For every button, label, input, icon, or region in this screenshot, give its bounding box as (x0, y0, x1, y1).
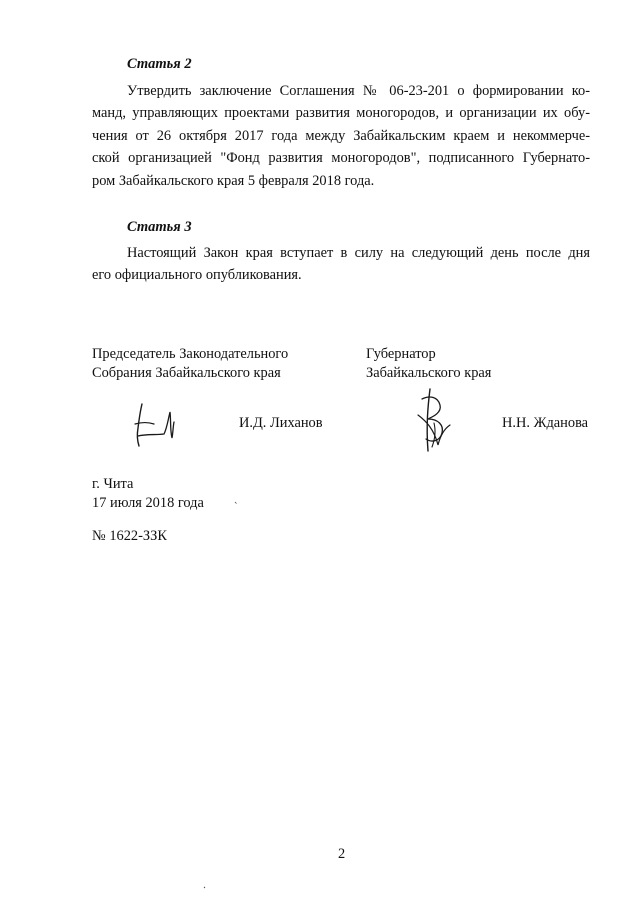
article-2-body (92, 80, 590, 192)
left-signatory-title-1: Председатель Законодательного (92, 346, 289, 362)
page-number: 2 (338, 846, 346, 862)
right-signature (408, 385, 462, 457)
article-2-line: чения от 26 октября 2017 года между Забайкальским краем и некоммерче- (92, 127, 590, 144)
law-number: № 1622-ЗЗК (92, 528, 167, 544)
stray-dot (203, 886, 206, 889)
signing-date: 17 июля 2018 года (92, 495, 204, 511)
article-2-line: Утвердить заключение Соглашения № 06-23-201 о формировании ко- (127, 83, 590, 99)
left-signature (126, 400, 182, 450)
right-signatory-title-2: Забайкальского края (366, 365, 492, 381)
article-3-line: Настоящий Закон края вступает в силу на следующий день после дня (127, 245, 590, 261)
left-signatory-name: И.Д. Лиханов (239, 415, 323, 431)
article-3-line: его официального опубликования. (92, 267, 302, 284)
right-signatory-title-1: Губернатор (366, 346, 436, 362)
article-2-heading: Статья 2 (127, 56, 192, 72)
article-3-heading: Статья 3 (127, 219, 192, 235)
right-signatory-name: Н.Н. Жданова (502, 415, 589, 431)
place-of-signing: г. Чита (92, 476, 134, 492)
left-signatory-title-2: Собрания Забайкальского края (92, 365, 281, 381)
article-2-line: ром Забайкальского края 5 февраля 2018 года. (92, 172, 375, 189)
article-3-body (92, 242, 590, 287)
stray-mark (234, 501, 238, 505)
article-2-line: ской организацией "Фонд развития моногородов", подписанного Губернато- (92, 150, 590, 167)
article-2-line: манд, управляющих проектами развития моногородов, и организации их обу- (92, 105, 590, 122)
